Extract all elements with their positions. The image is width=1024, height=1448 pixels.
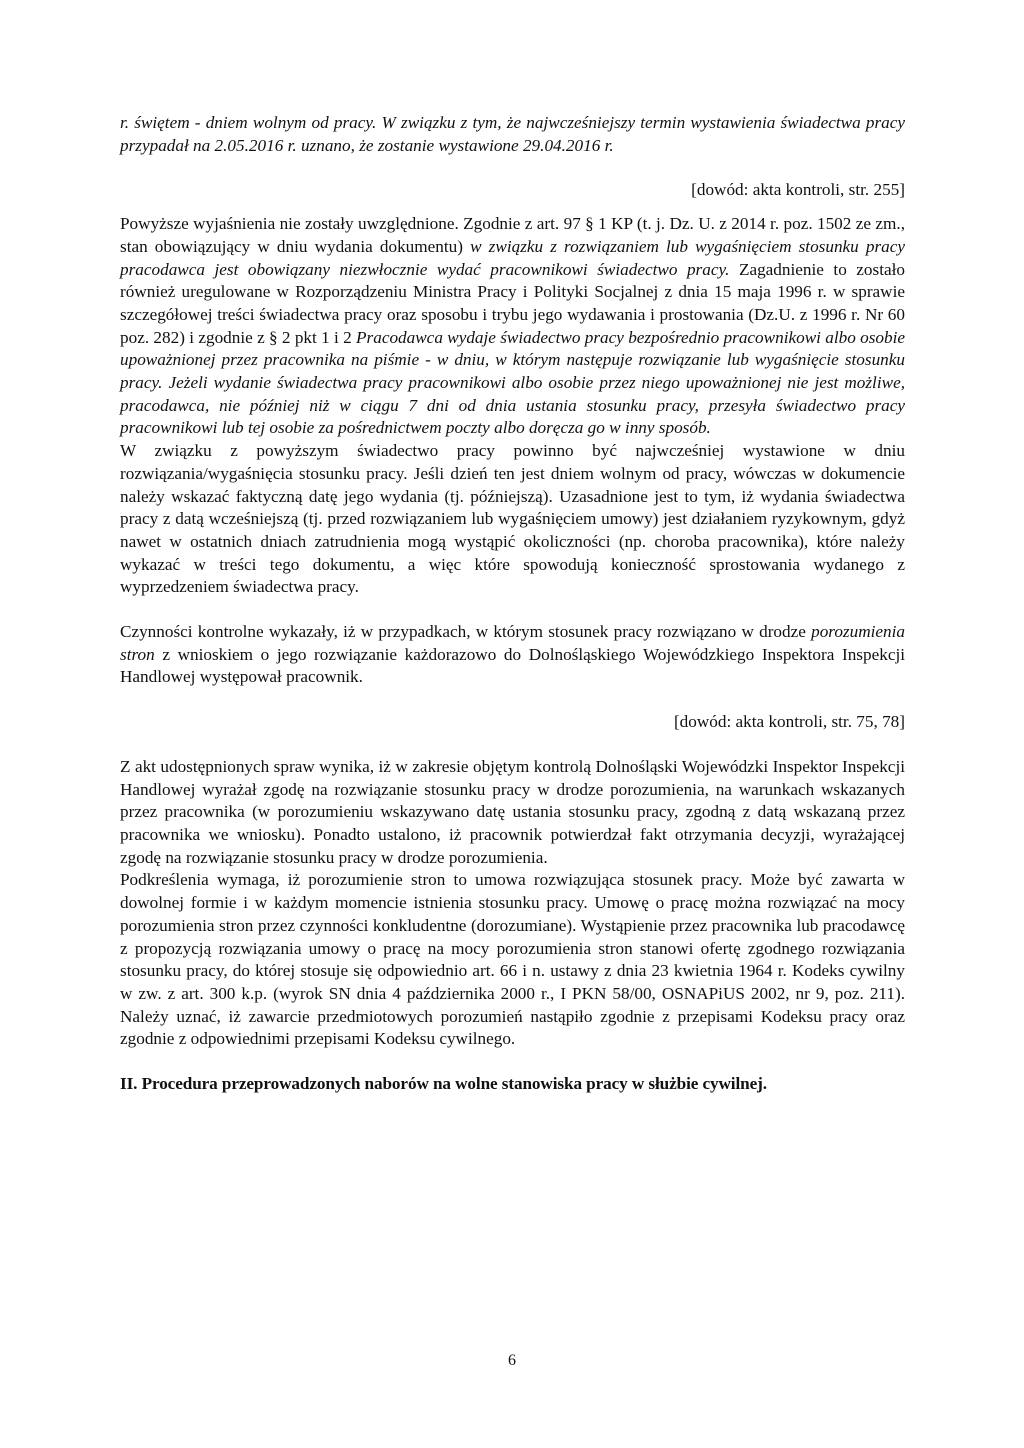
- paragraph-2-quote-1: w związku z rozwiązaniem lub wygaśnięciem stosunku pracy pracodawca jest obowiązany niezwłocznie wydać pracownikowi świadectwo pracy.: [120, 236, 906, 279]
- paragraph-4-term: porozumienia stron: [120, 622, 905, 664]
- paragraph-1: [120, 112, 905, 157]
- paragraph-5: Z akt udostępnionych spraw wynika, iż w zakresie objętym kontrolą Dolnośląski Wojewódzki Inspektor Inspekcji Handlowej wyrażał zgodę na rozwiązanie stosunku pracy w drodze porozumienia, na warunkach wskazanych przez pracownika (w porozumieniu wskazywano datę ustania stosunku pracy, zgodną z datą wskazaną przez pracownika we wniosku). Ponadto ustalono, iż pracownik potwierdzał fakt otrzymania decyzji, wyrażającej zgodę na rozwiązanie stosunku pracy w drodze porozumienia.: [120, 756, 905, 867]
- paragraph-4: [120, 621, 905, 689]
- paragraph-2-part-c: Zagadnienie to zostało również uregulowane w Rozporządzeniu Ministra Pracy i Polityki Socjalnej z dnia 15 maja 1996 r. w sprawie szczegółowej treści świadectwa pracy oraz sposobu i trybu jego wydawania i prostowania (Dz.U. z 1996 r. Nr 60 poz. 282) i zgodnie z § 2 pkt 1 i 2: [120, 259, 905, 347]
- section-heading: II. Procedura przeprowadzonych naborów na wolne stanowiska pracy w służbie cywilnej.: [120, 1074, 767, 1094]
- paragraph-4-part-c: z wnioskiem o jego rozwiązanie każdorazowo do Dolnośląskiego Wojewódzkiego Inspektora Inspekcji Handlowej występował pracownik.: [120, 644, 905, 687]
- evidence-reference-2: [dowód: akta kontroli, str. 75, 78]: [673, 712, 905, 732]
- paragraph-2: [120, 213, 905, 440]
- paragraph-6: Podkreślenia wymaga, iż porozumienie stron to umowa rozwiązująca stosunek pracy. Może być zawarta w dowolnej formie i w każdym momencie istnienia stosunku pracy. Umowę o pracę można rozwiązać na mocy porozumienia stron przez czynności konkludentne (dorozumiane). Wystąpienie przez pracownika lub pracodawcę z propozycją rozwiązania umowy o pracę na mocy porozumienia stron stanowi ofertę zgodnego rozwiązania stosunku pracy, do której stosuje się odpowiednio art. 66 i n. ustawy z dnia 23 kwietnia 1964 r. Kodeks cywilny w zw. z art. 300 k.p. (wyrok SN dnia 4 października 2000 r., I PKN 58/00, OSNAPiUS 2002, nr 9, poz. 211). Należy uznać, iż zawarcie przedmiotowych porozumień nastąpiło zgodnie z przepisami Kodeksu pracy oraz zgodnie z odpowiednimi przepisami Kodeksu cywilnego.: [120, 870, 905, 1049]
- paragraph-2-part-a: Powyższe wyjaśnienia nie zostały uwzględnione. Zgodnie z art. 97 § 1 KP (t. j. Dz. U. z 2014 r. poz. 1502 ze zm., stan obowiązujący w dniu wydania dokumentu): [120, 214, 905, 256]
- document-body: [120, 112, 905, 1096]
- page-number: 6: [508, 1352, 516, 1369]
- paragraph-1-text: r. świętem - dniem wolnym od pracy. W związku z tym, że najwcześniejszy termin wystawienia świadectwa pracy przypadał na 2.05.2016 r. uznano, że zostanie wystawione 29.04.2016 r.: [120, 113, 905, 155]
- paragraph-4-part-a: Czynności kontrolne wykazały, iż w przypadkach, w którym stosunek pracy rozwiązano w drodze: [120, 622, 812, 642]
- evidence-reference-1: [dowód: akta kontroli, str. 255]: [691, 180, 905, 200]
- paragraph-2-quote-2: Pracodawca wydaje świadectwo pracy bezpośrednio pracownikowi albo osobie upoważnionej przez pracownika na piśmie - w dniu, w którym następuje rozwiązanie lub wygaśnięcie stosunku pracy. Jeżeli wydanie świadectwa pracy pracownikowi albo osobie przez niego upoważnionej nie jest możliwe, pracodawca, nie później niż w ciągu 7 dni od dnia ustania stosunku pracy, przesyła świadectwo pracy pracownikowi lub tej osobie za pośrednictwem poczty albo doręcza go w inny sposób.: [120, 327, 905, 438]
- paragraph-3: W związku z powyższym świadectwo pracy powinno być najwcześniej wystawione w dniu rozwiązania/wygaśnięcia stosunku pracy. Jeśli dzień ten jest dniem wolnym od pracy, wówczas w dokumencie należy wskazać faktyczną datę jego wydania (tj. późniejszą). Uzasadnione jest to tym, iż wydania świadectwa pracy z datą wcześniejszą (tj. przed rozwiązaniem lub wygaśnięciem umowy) jest działaniem ryzykownym, gdyż nawet w ostatnich dniach zatrudnienia mogą wystąpić okoliczności (np. choroba pracownika), które należy wykazać w treści tego dokumentu, a więc które spowodują konieczność sprostowania wydanego z wyprzedzeniem świadectwa pracy.: [120, 441, 905, 597]
